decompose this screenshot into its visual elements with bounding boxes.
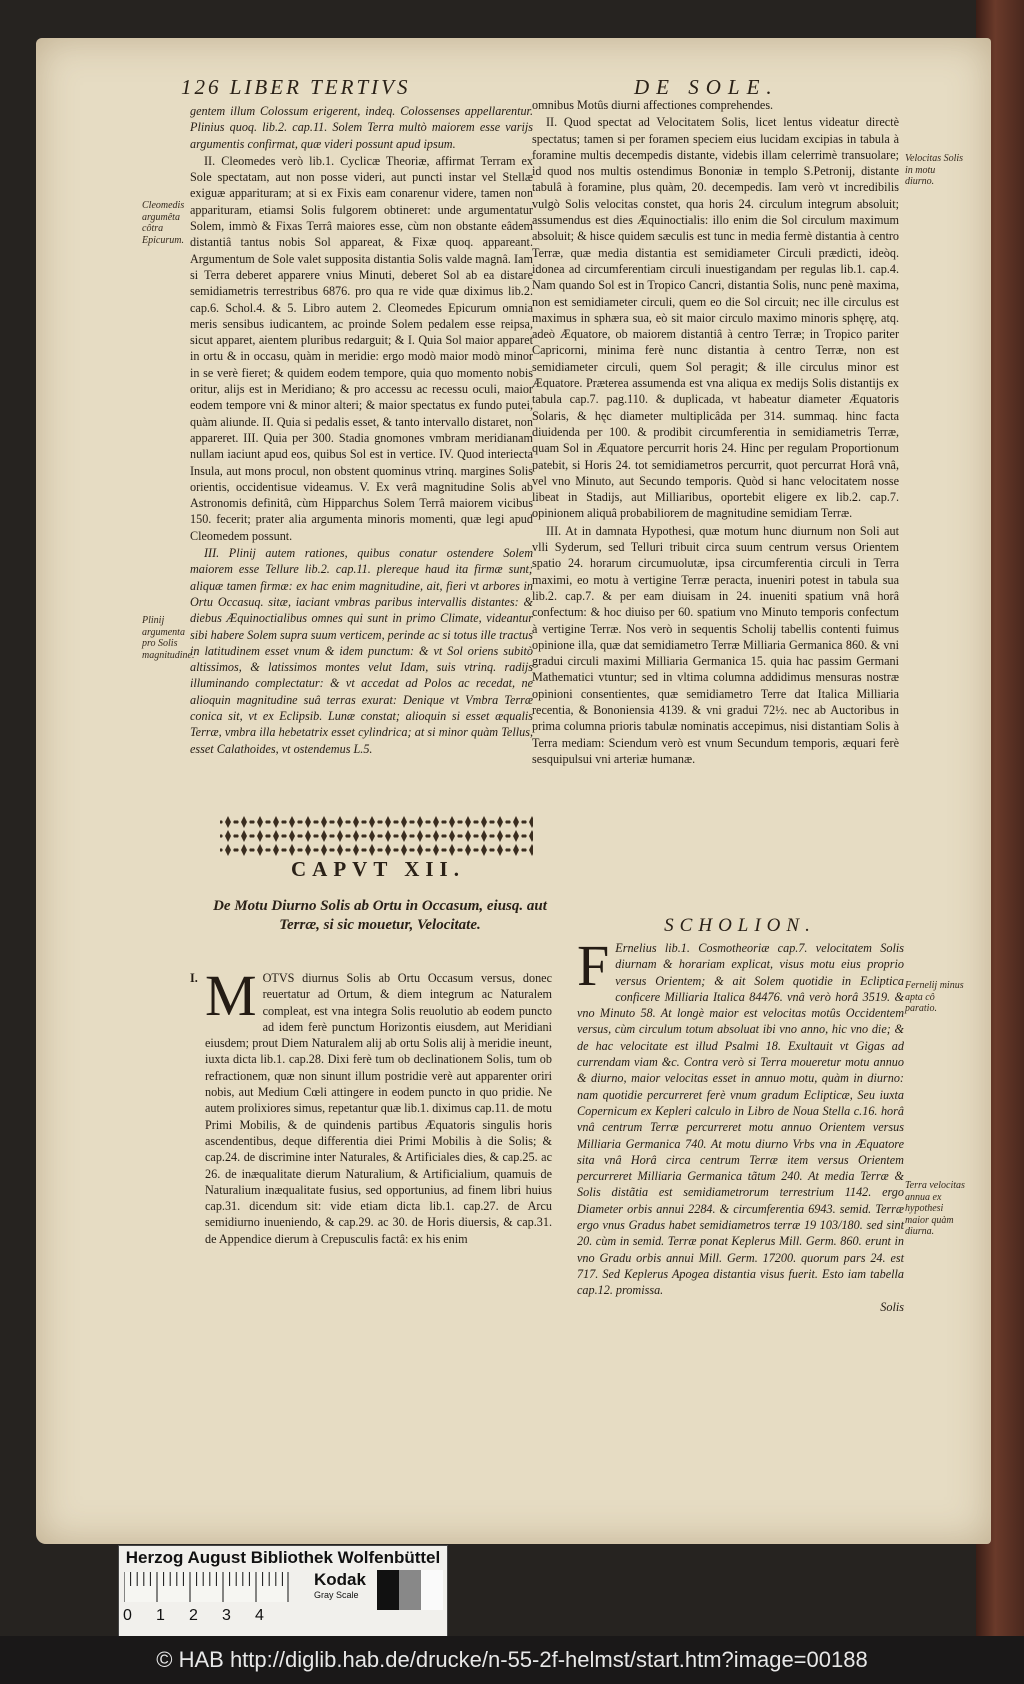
chapter-paragraph	[190, 963, 552, 1247]
chapter-dropcap: M	[205, 963, 257, 1028]
catchword: Solis	[880, 1299, 904, 1314]
scale-number-2: 2	[189, 1607, 198, 1624]
scale-number-4: 4	[255, 1607, 264, 1624]
scale-number-3: 3	[222, 1607, 231, 1624]
gray-scale-label: Gray Scale	[314, 1590, 359, 1600]
ornament-band	[220, 815, 533, 857]
margin-note-fernelii: Fernelij minus apta cô paratio.	[905, 980, 964, 1014]
color-calibration-card	[118, 1545, 448, 1636]
scholion-dropcap: F	[577, 933, 610, 998]
scale-number-1: 1	[156, 1607, 165, 1624]
margin-note-terra-velocitas: Terra velocitas annua ex hypothesi maior quàm diurna.	[905, 1180, 965, 1237]
left-column	[190, 103, 533, 758]
scale-number-0: 0	[123, 1607, 132, 1624]
chapter-title: CAPVT XII.	[291, 857, 465, 881]
chapter-section-number: I.	[190, 971, 198, 985]
right-column	[532, 97, 899, 768]
gray-patches	[377, 1570, 443, 1610]
kodak-logo: Kodak	[314, 1570, 366, 1589]
chapter-subtitle: De Motu Diurno Solis ab Ortu in Occasum, eiusq. aut Terræ, si sic mouetur, Velocitate.	[213, 898, 547, 933]
right-paragraph-2: II. Quod spectat ad Velocitatem Solis, licet lentus videatur directè spectatus; tamen si per foramen speciem eius lucidam excipias in tabula à foramine multis decempedis distante, videbis illam celerrimè transuolare; id quod nos multis ostendimus Bononiæ in templo S.Petronij, distante tabulâ à foramine, plus quàm, 20. decempedis. Iam verò vt incredibilis vulgò Solis velocitas constet, qua horis 24. circulum integrum absoluit; assumendus est dies Æquinoctialis: illo enim die Sol circulum maximum absoluit; & hisce quidem sæculis est tunc in media fermè distantia à centro Terræ, quæ media distantia est semidiameter Circuli prædicti, ideòq. idonea ad circumferentiam circuli inuestigandam per regulas lib.1. cap.4. Nam quando Sol est in Tropico Cancri, distantia Solis, nunc penè maxima, non est semidiameter circuli, quem eo die Sol circuit; nec ille circulus est maximus in sphæra sua, eò sit maior circulo maximo minoris sphęrę, atq. adeò Æquatore, ob maiorem distantiâ à centro Terræ; in Tropico pariter Capricorni, minima ferè nunc distantia à centro Terræ, non est semidiameter circuli, quem Sol peragit; & ille circulus minor est Æquatore. Præterea assumenda est vna aliqua ex medijs Solis distantijs ex tabula cap.7. pag.110. & duplicada, vt habeatur diameter Æquatoris Solaris, & hęc diameter multiplicâda per 314. summaq. hinc facta diuidenda per 100. & prodibit circumferentia in semidiametris Terræ, quam Sol in Æquatore percurrit horis 24. Hinc per regulam Proportionum patebit, si Horis 24. tot semidiametros percurrit, quot percurrat Horâ vnâ, vel vno Minuto, aut Secundo temporis. Quòd si hanc velocitatem nosse libeat in Stadijs, aut Milliaribus, oportebit eligere ex lib.2. cap.7. opinionem aliquâ probabiliorem de magnitudine semidiam Terræ.	[532, 115, 899, 521]
left-paragraph-3: III. Plinij autem rationes, quibus conatur ostendere Solem maiorem esse Tellure lib.2. cap.11. plereque haud ita firmæ sunt; aliquæ tamen firmæ: ex hac enim magnitudine, ait, fieri vt arbores in Ortu Occasuq. sitæ, iaciant vmbras paribus intervallis distantes: & diebus Æquinoctialibus omnes qui sunt in primo Climate, videantur sibi habere Solem supra suum verticem, perinde ac si totus ille tractus in latitudinem esset vnum & idem punctum: & vt Sol oriens subitò altissimos, & latissimos montes velut Idam, suis vtrinq. radijs illuminando complectatur: & vt accedat ad Polos ac recedat, ne alioquin magnitudine suâ terras exurat: Denique vt Vmbra Terræ conica sit, vt ex Eclipsib. Lunæ constat; alioquin si esset æqualis Terræ, vmbra illa hebetatrix esset cylindrica; at si minor quàm Tellus, esset Calathoides, vt ostendemus L.5.	[190, 546, 533, 756]
copyright-footer: © HAB http://diglib.hab.de/drucke/n-55-2f-helmst/start.htm?image=00188	[0, 1636, 1024, 1684]
scholion-text: Ernelius lib.1. Cosmotheoriæ cap.7. velocitatem Solis diurnam & horariam explicat, visus motu eius proprio versus Orientem; & ait Solem quotidie in Ecliptica conficere Milliaria Italica 84476. vnâ verò horâ 3519. & vno Minuto 58. At longè maior est velocitas motûs Occidentem versus, cùm circulum totum absoluat ibi vno anno, hic vno die; & de hac velocitate est illud Psalmi 18. Exultauit vt Gigas ad currendam viam &c. Contra verò si Terra moueretur motu annuo & diurno, maior velocitas esset in annuo motu, quàm in diurno: nam quotidie percurreret ferè vnum gradum Eclipticæ, Seu iuxta Copernicum ex Kepleri calculo in Libro de Noua Stella c.16. horâ vnâ centrum Terræ percurreret motu annuo Orientem versus Milliaria Germanica 740. At motu diurno Vrbs vna in Æquatore sita vnâ Horâ circa centrum Terræ item versus Orientem percurreret Milliaria Germanica tãtum 240. At media Terræ & Solis distãtia est semidiametrorum terrestrium 1142. ergo Diameter orbis annui 2284. & circumferentia 6943. semid. Terræ ergo vnus Gradus habet semidiametros terræ 19 103/180. sed sint 20. cùm in semid. Terræ ponat Keplerus Mill. Germ. 860. erunt in vno Gradu orbis annui Mill. Germ. 17200. quorum pars 24. est 717. Sed Keplerus Apogea distantia visus fuerit. Esto iam tabella cap.12. promissa.	[577, 941, 904, 1298]
ruler-scale	[124, 1572, 289, 1602]
margin-note-velocitas: Velocitas Solis in motu diurno.	[905, 153, 964, 187]
running-head-left: 126 LIBER TERTIVS	[181, 75, 411, 99]
margin-note-cleomedis: Cleomedis argumêta côtra Epicurum.	[142, 200, 185, 246]
scholion-paragraph	[577, 933, 904, 1315]
right-paragraph-3: III. At in damnata Hypothesi, quæ motum hunc diurnum non Soli aut vlli Syderum, sed Telluri tribuit circa suum centrum versus Orientem spatio 24. horarum circumuolutæ, ipsa circumferentia circuli in Terra maximi, eo motu à vertigine Terræ peracta, inueniri potest in tabula sua lib.2. cap.7. & per eam diuisam in 24. inueniti spatium vnâ horâ confectum: & hoc diuiso per 60. spatium vno Minuto temporis confectum à vertigine Terræ. Nos verò in sequentis Scholij tabellis contenti fuimus opinione illa, quæ dat semidiametro Terræ Milliaria Germanica 860. & vni gradui circuli maximi Milliaria Germanica 15. quia hac passim Germani Mathematici vtuntur; sed in vltima columna addidimus mensuras nostræ opinioni consentientes, quæ semidiametro Terre dat Italica Milliaria recentia, & Bononiensia 4139. & vni gradui 72½. nec ab Auctoribus in prima columna prioris tabulæ nominatis accepimus, nisi distantiam Solis à Terra mediam: Sciendum verò est vnum Secundum temporis, æquari ferè sesquipulsui vni arteriæ humanæ.	[532, 523, 899, 766]
left-paragraph-1: gentem illum Colossum erigerent, indeq. Colossenses appellarentur. Plinius quoq. lib.2. cap.11. Solem Terra multò maiorem esse varijs argumentis confirmat, quæ videri possunt apud ipsum.	[190, 104, 533, 151]
left-paragraph-2: II. Cleomedes verò lib.1. Cyclicæ Theoriæ, affirmat Terram ex Sole spectatam, aut non posse videri, aut puncti instar vel Stellæ exiguæ apparituram; at si ex Fixis eam conarenur videre, tamen non apparituram, etiamsi Solis fulgorem obtineret: unde argumentatur Solem, immò & Fixas Terrâ maiores esse, cùm non obstante eâdem distantiâ tantus nobis Sol appareat, & Fixæ quoq. appareant. Argumentum de Sole valet supposita distantia Solis valde magnâ. Iam si Terra deberet apparere vnius Minuti, deberet Sol ab ea distare semidiametris terrestribus 6876. pro qua re vide quæ diximus lib.2. cap.6. Schol.4. & 5. Libro autem 2. Cleomedes Epicurum omnia meris sensibus iudicantem, ac proinde Solem pedalem esse reipsa, sicut apparet, aientem pluribus redarguit; & I. Quia Sol maior apparet in ortu & in occasu, quàm in meridie: ergo modò maior modò minor in se verè fieret; & quidem eodem tempore, quia quo momento nobis oritur, alijs est in Meridiano; & pro accessu ac recessu oculi, maior eodem tempore vni & minor alteri; & maior spectatus ex fundo putei, quàm aliunde. II. Quia si pedalis esset, & tanto intervallo distaret, non appareret. III. Quia per 300. Stadia gnomones vmbram meridianam nullam iaciunt apud eos, quibus Sol est in vertice. IV. Quod interiecta Insula, aut mons procul, non obstent quominus vtrinq. margines Solis orientis, occidentisue videamus. V. Ex verâ magnitudine Solis ab Astronomis definitâ, cùm Hipparchus Solem Terrâ maiorem vicibus 150. fecerit; prater alia argumenta minoris momenti, quæ legi apud Cleomedem possunt.	[190, 153, 533, 543]
chapter-text: OTVS diurnus Solis ab Ortu Occasum versus, donec reuertatur ad Ortum, & diem integrum ac Naturalem compleat, est vna integra Solis reuolutio ab eodem puncto ad idem ferè punctum Horizontis eiusdem, aut Meridiani eiusdem; prout Diem Naturalem alij ab ortu Solis alij à meridie ineunt, iuxta dicta lib.1. cap.28. Dixi ferè tum ob declinationem Solis, tum ob refractionem, quæ non sinunt illum postridie verè aut apparenter oriri nobis, aut Medium Cœli attingere in eodem puncto in quo pridie. Ne autem prolixiores simus, repetantur quæ lib.1. diximus cap.11. de motu Primi Mobilis, & de quindenis partibus Æquatoris singulis horis ascendentibus, deque differentia diei Primi Mobilis à die Solis; & cap.24. de discrimine inter Naturales, & Artificiales dies, & cap.25. ac 26. de inæqualitate dierum Naturalium, & Artificialium, quamuis de Naturalium inæqualitate fusius, sed opportunius, ad finem libri huius cap.31. dicendum sit: vide etiam dicta lib.1. cap.27. de Arcu semidiurno inueniendo, & cap.29. ac 30. de Horis diuersis, & cap.31. de Appendice dierum à Crepusculis factâ: ex his enim	[205, 971, 552, 1246]
right-paragraph-1: omnibus Motûs diurni affectiones comprehendes.	[532, 98, 774, 112]
library-name: Herzog August Bibliothek Wolfenbüttel	[125, 1548, 441, 1567]
running-head-right: DE SOLE.	[634, 75, 779, 99]
margin-note-plinii: Plinij argumenta pro Solis magnitudine.	[142, 615, 195, 661]
scholion-title: SCHOLION.	[664, 915, 816, 936]
